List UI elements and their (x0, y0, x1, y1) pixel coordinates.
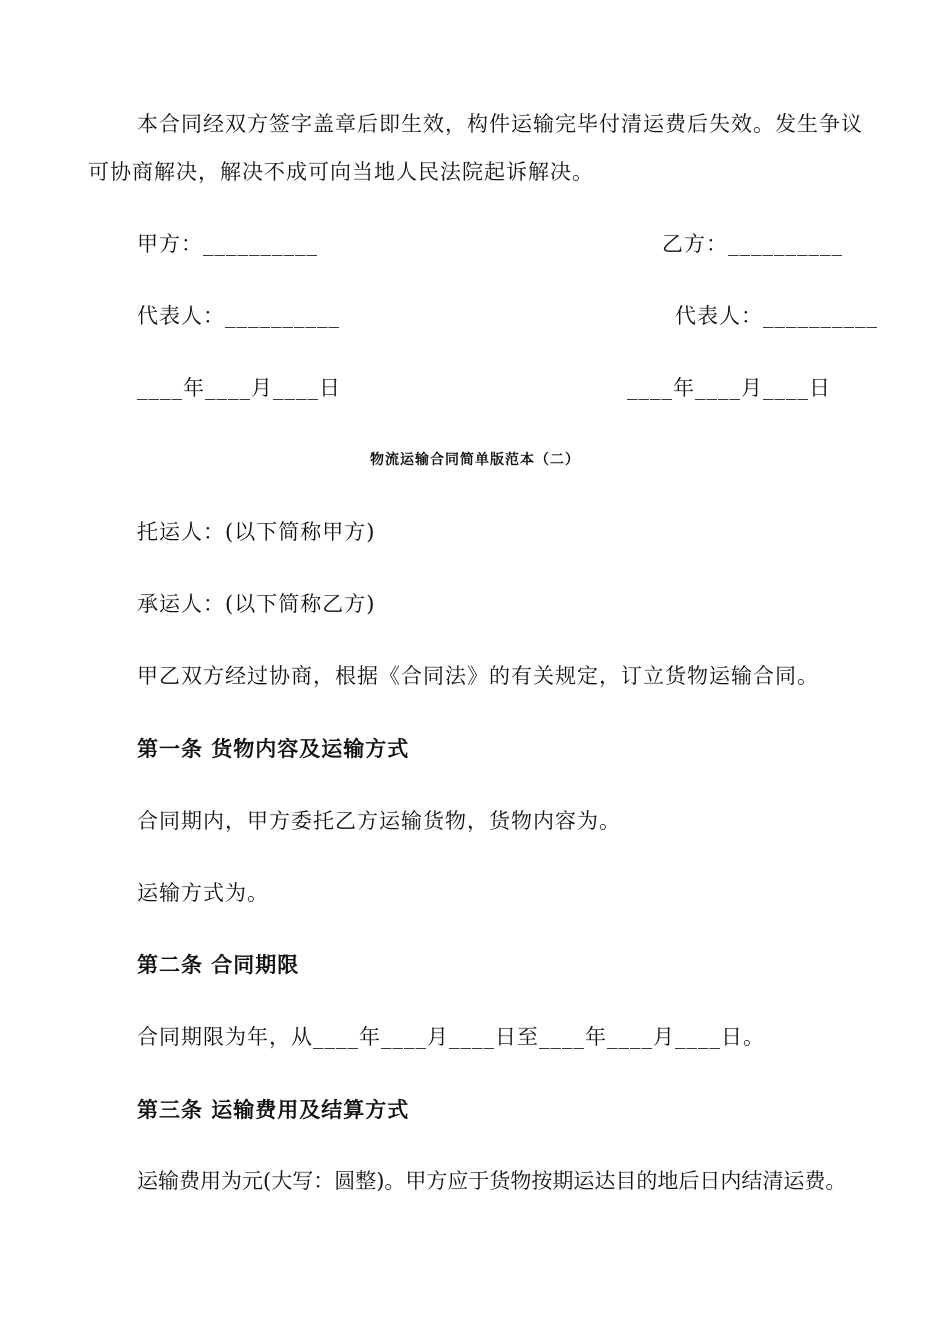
party-b-signature: 乙方：__________ (662, 232, 843, 256)
preamble-line: 甲乙双方经过协商，根据《合同法》的有关规定，订立货物运输合同。 (137, 664, 819, 688)
party-a-representative: 代表人：__________ (137, 304, 340, 328)
party-b-representative: 代表人：__________ (675, 304, 878, 328)
article-2-line-1: 合同期限为年，从____年____月____日至____年____月____日。 (137, 1025, 765, 1049)
intro-paragraph-line-1: 本合同经双方签字盖章后即生效，构件运输完毕付清运费后失效。发生争议 (137, 112, 863, 136)
party-a-date: ____年____月____日 (137, 376, 341, 400)
article-1-heading: 第一条 货物内容及运输方式 (137, 737, 410, 761)
article-1-line-1: 合同期内，甲方委托乙方运输货物，货物内容为。 (137, 809, 621, 833)
carrier-line: 承运人：(以下简称乙方) (137, 592, 376, 616)
intro-paragraph-line-2: 可协商解决，解决不成可向当地人民法院起诉解决。 (88, 160, 594, 184)
article-2-heading: 第二条 合同期限 (137, 953, 300, 977)
shipper-line: 托运人：(以下简称甲方) (137, 520, 376, 544)
party-b-date: ____年____月____日 (627, 376, 831, 400)
article-3-line-1: 运输费用为元(大写：圆整)。甲方应于货物按期运达目的地后日内结清运费。 (137, 1169, 847, 1193)
article-3-heading: 第三条 运输费用及结算方式 (137, 1098, 410, 1122)
article-1-line-2: 运输方式为。 (137, 881, 269, 905)
contract-title: 物流运输合同简单版范本（二） (370, 452, 580, 468)
party-a-signature: 甲方：__________ (137, 232, 318, 256)
